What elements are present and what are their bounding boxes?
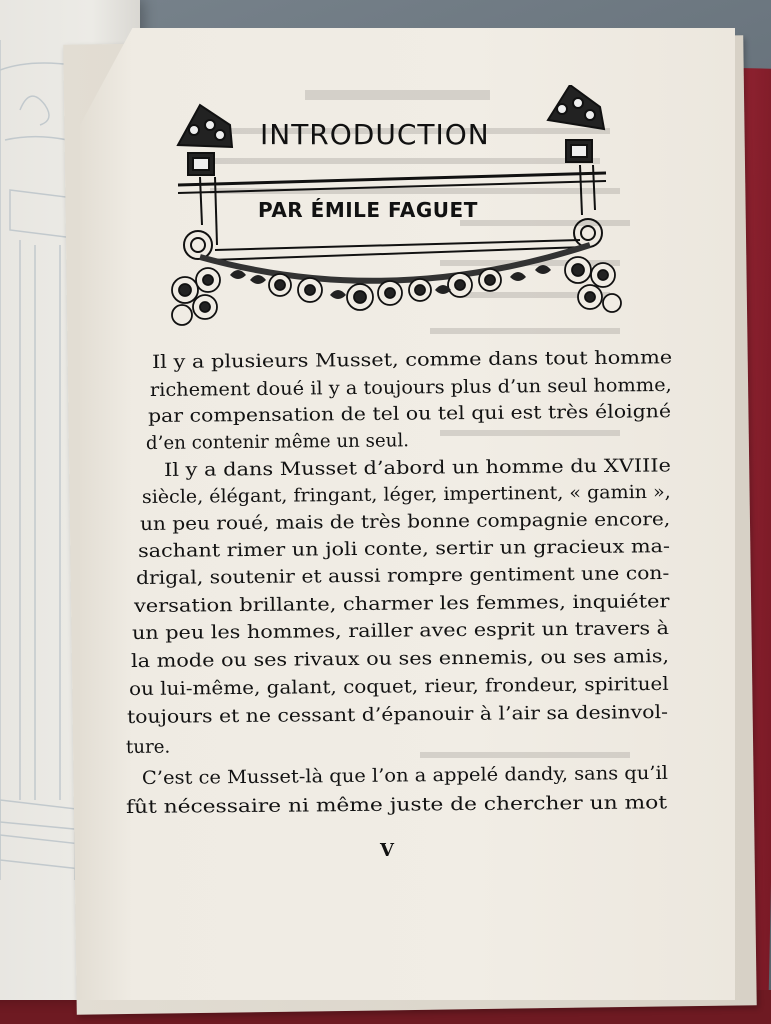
body-text-line: Il y a plusieurs Musset, comme dans tout homme (151, 347, 673, 373)
body-text-line: drigal, soutenir et aussi rompre gentiment une con- (135, 562, 670, 589)
body-text-line: fût nécessaire ni même juste de chercher un mot (125, 792, 668, 818)
body-text-line: Il y a dans Musset d’abord un homme du XVIIIe (163, 455, 672, 481)
chapter-title: INTRODUCTION (260, 118, 490, 151)
body-text-line: d’en contenir même un seul. (145, 430, 410, 454)
body-text-line: ture. (125, 736, 171, 758)
body-text-line: la mode ou ses rivaux ou ses ennemis, ou ses amis, (130, 646, 670, 672)
body-text-line: ou lui-même, galant, coquet, rieur, frondeur, spirituel (128, 673, 669, 700)
body-text-line: sachant rimer un joli conte, sertir un gracieux ma- (137, 536, 671, 562)
body-text-line: un peu les hommes, railler avec esprit un travers à (131, 618, 670, 644)
body-text-line: par compensation de tel ou tel qui est très éloigné (147, 401, 672, 427)
body-text-line: versation brillante, charmer les femmes, inquiéter (133, 591, 670, 617)
body-text-line: C’est ce Musset-là que l’on a appelé dandy, sans qu’il (141, 762, 669, 789)
page-number: V (380, 840, 394, 861)
author-byline: PAR ÉMILE FAGUET (258, 198, 478, 222)
body-text-line: richement doué il y a toujours plus d’un seul homme, (149, 374, 672, 401)
body-text-line: siècle, élégant, fringant, léger, impertinent, « gamin », (141, 481, 671, 508)
body-text-line: toujours et ne cessant d’épanouir à l’air sa desinvol- (126, 701, 669, 728)
body-text-line: un peu roué, mais de très bonne compagnie encore, (139, 508, 671, 535)
